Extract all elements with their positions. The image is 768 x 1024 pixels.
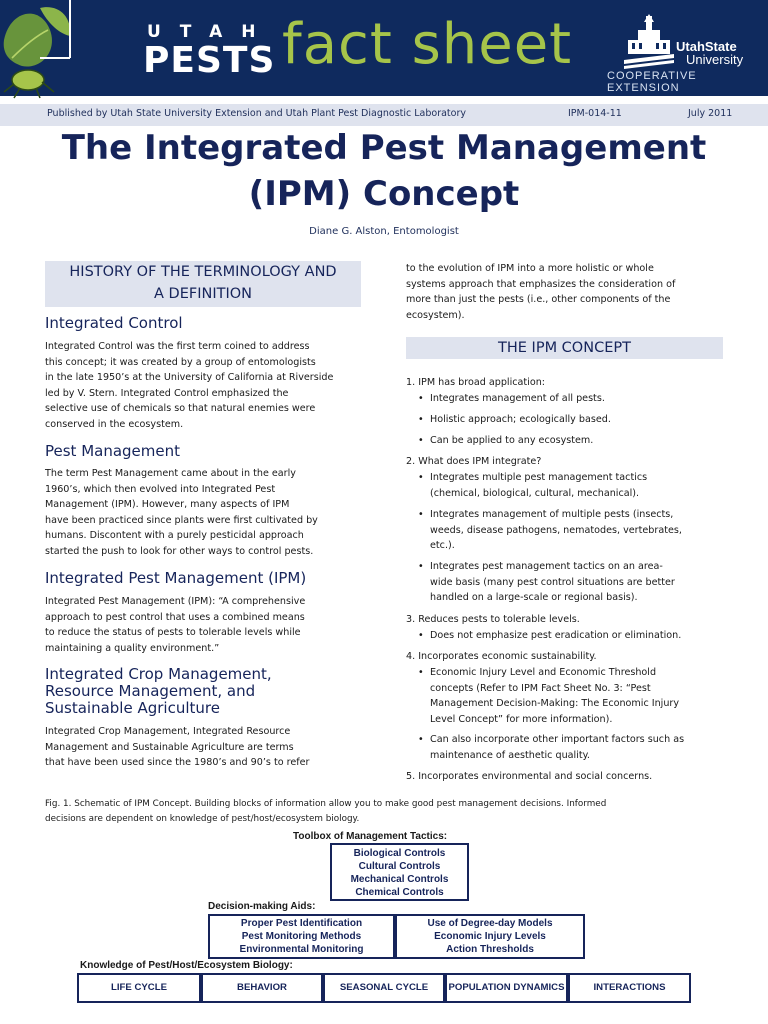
text-line: • Economic Injury Level and Economic Threshold (430, 667, 657, 678)
fact-sheet-word: fact sheet (282, 12, 573, 77)
text-line: Management and Sustainable Agriculture are terms (45, 741, 294, 753)
text-line: • Integrates pest management tactics on an area- (430, 561, 663, 572)
section-history-line2: A DEFINITION (154, 286, 252, 302)
aid-item: Action Thresholds (446, 944, 534, 955)
heading-integrated-crop-management (45, 666, 272, 717)
toolbox-item: Biological Controls (353, 848, 446, 859)
text-line: in the late 1950’s at the University of California at Riverside (45, 372, 334, 383)
publication-bar (0, 104, 768, 126)
text-line: Integrated Pest Management (IPM): “A comprehensive (45, 596, 306, 607)
text-line: that have been used since the 1980’s and 90’s to refer (45, 757, 310, 768)
text-line: Level Concept” for more information). (430, 713, 613, 725)
text-line: selective use of chemicals so that natural enemies were (45, 403, 316, 414)
bullet-item (430, 559, 722, 606)
paragraph-integrated-crop-management (45, 724, 375, 771)
list-item-1: 1. IPM has broad application: (406, 377, 546, 388)
bullet-item (430, 665, 722, 727)
text-line: more than just the pests (i.e., other components of the (406, 294, 671, 305)
list-item-4: 4. Incorporates economic sustainability. (406, 651, 597, 662)
text-line: Management (IPM). However, many aspects of IPM (45, 499, 290, 510)
text-line: concepts (Refer to IPM Fact Sheet No. 3: “Pest (430, 682, 651, 694)
paragraph-ipm (45, 594, 375, 656)
bullet-item: • Integrates management of all pests. (430, 391, 722, 407)
aid-item: Proper Pest Identification (240, 918, 363, 929)
usu-name-line1: UtahState (676, 39, 737, 54)
document-title-line1: The Integrated Pest Management (61, 128, 707, 168)
paragraph-integrated-control (45, 339, 375, 432)
paragraph-continuation (406, 261, 726, 323)
toolbox-item: Chemical Controls (355, 887, 444, 898)
bullet-item: • Can be applied to any ecosystem. (430, 433, 722, 449)
text-line: (chemical, biological, cultural, mechanical). (430, 487, 640, 499)
aid-item: Pest Monitoring Methods (241, 931, 362, 942)
text-line: maintenance of aesthetic quality. (430, 749, 590, 761)
text-line: maintaining a quality environment.” (45, 642, 220, 654)
caption-line: decisions are dependent on knowledge of pest/host/ecosystem biology. (45, 814, 360, 824)
bullet-item: • Does not emphasize pest eradication or elimination. (430, 628, 722, 644)
usu-name-line2: University (686, 52, 744, 67)
utah-word: UTAH (147, 22, 275, 42)
text-line: • Can also incorporate other important factors such as (430, 734, 685, 745)
published-by: Published by Utah State University Extension and Utah Plant Pest Diagnostic Laboratory (47, 108, 466, 119)
knowledge-box-population-dynamics: POPULATION DYNAMICS (445, 973, 568, 1003)
text-line: systems approach that emphasizes the consideration of (406, 278, 676, 290)
text-line: wide basis (many pest control situations are better (430, 576, 675, 588)
list-item-5: 5. Incorporates environmental and social concerns. (406, 771, 653, 782)
text-line: approach to pest control that uses a combined means (45, 611, 305, 623)
text-line: • Integrates multiple pest management tactics (430, 472, 648, 483)
text-line: led by V. Stern. Integrated Control emphasized the (45, 387, 289, 399)
aid-item: Economic Injury Levels (434, 931, 546, 942)
aid-item: Environmental Monitoring (239, 944, 364, 955)
publication-code: IPM-014-11 (568, 108, 622, 119)
list-item-3: 3. Reduces pests to tolerable levels. (406, 614, 580, 625)
toolbox-box (330, 843, 469, 901)
text-line: The term Pest Management came about in the early (45, 468, 296, 479)
decision-aids-label: Decision-making Aids: (208, 901, 316, 912)
decision-aids-right-box (395, 914, 585, 959)
pests-word: PESTS (143, 40, 276, 81)
text-line: • Integrates management of multiple pests (insects, (430, 509, 674, 520)
heading-ipm: Integrated Pest Management (IPM) (45, 569, 307, 587)
heading-line: Integrated Crop Management, (45, 665, 272, 683)
knowledge-box-interactions: INTERACTIONS (568, 973, 691, 1003)
text-line: 1960’s, which then evolved into Integrated Pest (45, 483, 276, 495)
toolbox-item: Cultural Controls (358, 861, 441, 872)
leaf-insect-illustration (0, 0, 76, 100)
toolbox-item: Mechanical Controls (350, 874, 449, 885)
text-line: this concept; it was created by a group of entomologists (45, 356, 316, 368)
section-history-heading (45, 261, 361, 307)
text-line: handled on a large-scale or regional basis). (430, 592, 638, 603)
cooperative-extension-label: COOPERATIVE EXTENSION (607, 70, 697, 94)
figure-caption (45, 797, 725, 827)
text-line: started the push to look for other ways to control pests. (45, 545, 314, 557)
text-line: Management Decision-Making: The Economic Injury (430, 698, 680, 709)
bullet-item: • Holistic approach; ecologically based. (430, 412, 722, 428)
text-line: humans. Discontent with a purely pesticidal approach (45, 530, 304, 541)
author: Diane G. Alston, Entomologist (309, 226, 459, 237)
knowledge-box-life-cycle: LIFE CYCLE (77, 973, 201, 1003)
text-line: etc.). (430, 540, 455, 551)
list-item-2: 2. What does IPM integrate? (406, 456, 542, 467)
usu-old-main-logo-icon (624, 14, 674, 70)
section-ipm-concept-heading: THE IPM CONCEPT (406, 337, 723, 359)
bullet-item (430, 507, 722, 554)
toolbox-label: Toolbox of Management Tactics: (293, 831, 448, 842)
text-line: to the evolution of IPM into a more holistic or whole (406, 263, 654, 274)
text-line: Integrated Crop Management, Integrated Resource (45, 726, 291, 737)
text-line: to reduce the status of pests to tolerable levels while (45, 627, 301, 638)
heading-line: Sustainable Agriculture (45, 699, 220, 717)
bullet-item (430, 732, 722, 763)
paragraph-pest-management (45, 466, 375, 559)
text-line: Integrated Control was the first term coined to address (45, 341, 310, 352)
caption-line: Fig. 1. Schematic of IPM Concept. Building blocks of information allow you to make good pest management decisions. Informed (45, 799, 607, 809)
knowledge-box-behavior: BEHAVIOR (201, 973, 323, 1003)
heading-line: Resource Management, and (45, 682, 256, 700)
heading-integrated-control: Integrated Control (45, 314, 183, 332)
text-line: weeds, disease pathogens, nematodes, vertebrates, (430, 524, 682, 536)
text-line: have been practiced since plants were first cultivated by (45, 514, 318, 526)
knowledge-box-seasonal-cycle: SEASONAL CYCLE (323, 973, 445, 1003)
section-history-line1: HISTORY OF THE TERMINOLOGY AND (69, 264, 337, 280)
heading-pest-management: Pest Management (45, 442, 181, 460)
knowledge-label: Knowledge of Pest/Host/Ecosystem Biology: (80, 960, 293, 971)
document-title-line2: (IPM) Concept (248, 174, 520, 214)
text-line: ecosystem). (406, 309, 465, 321)
bullet-item (430, 470, 722, 501)
header-banner (0, 0, 768, 96)
aid-item: Use of Degree-day Models (427, 918, 553, 929)
publication-date: July 2011 (688, 108, 733, 119)
decision-aids-left-box (208, 914, 395, 959)
text-line: conserved in the ecosystem. (45, 418, 184, 430)
